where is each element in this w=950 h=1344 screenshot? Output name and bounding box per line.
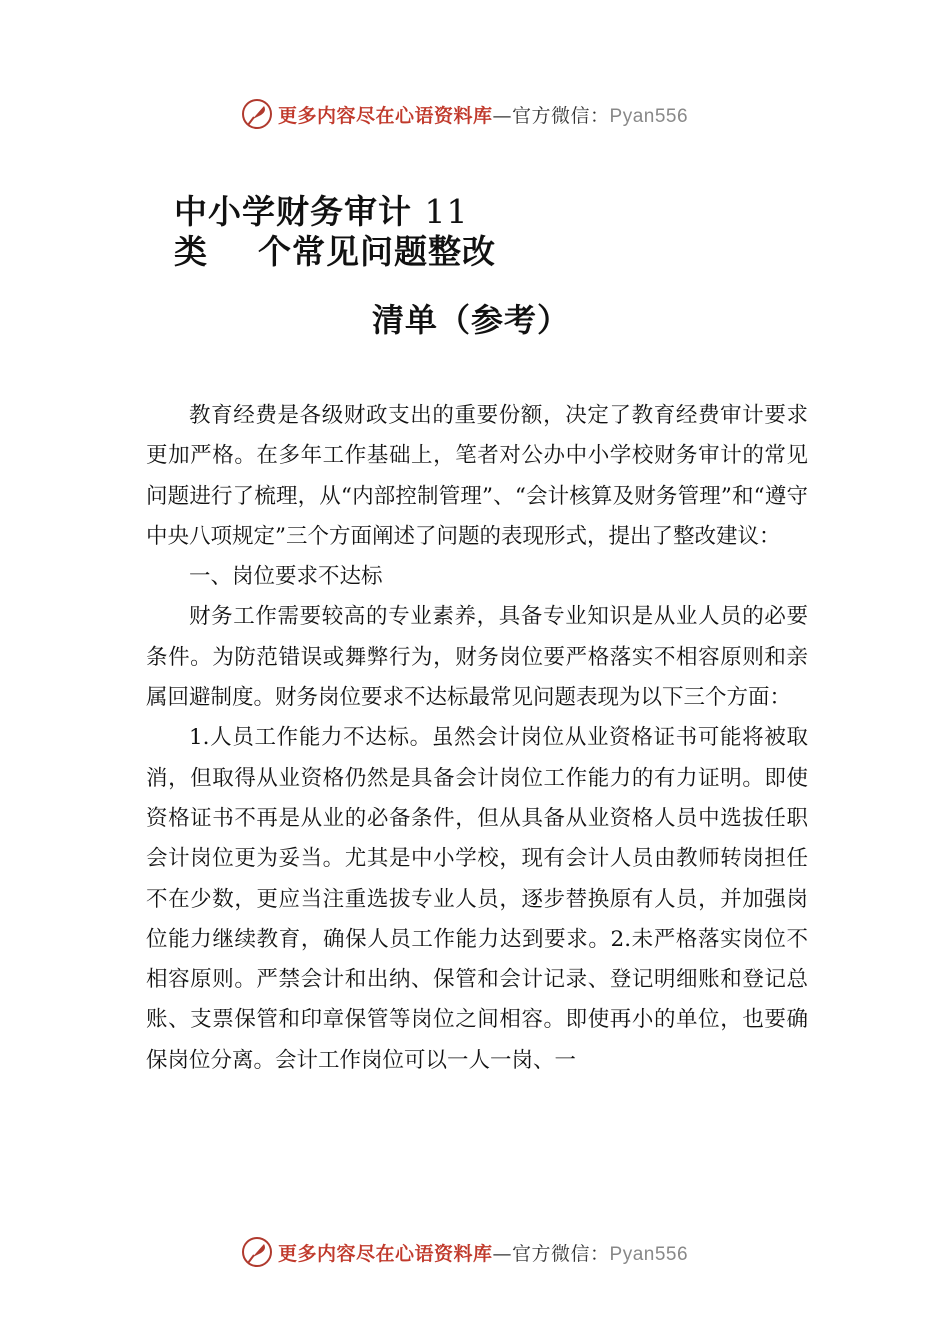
- title-line-3: 清单（参考）: [372, 301, 571, 339]
- title-line-2: 类 个常见问题整改: [174, 232, 496, 271]
- feather-quill-icon: [240, 97, 274, 131]
- paragraph: 1.人员工作能力不达标。虽然会计岗位从业资格证书可能将被取消，但取得从业资格仍然是具备会计岗位工作能力的有力证明。即使资格证书不再是从业的必备条件，但从具备从业资格人员中选拔任职会计岗位更为妥当。尤其是中小学校，现有会计人员由教师转岗担任不在少数，更应当注重选拔专业人员，逐步替换原有人员，并加强岗位能力继续教育，确保人员工作能力达到要求。2.未严格落实岗位不相容原则。严禁会计和出纳、保管和会计记录、登记明细账和登记总账、支票保管和印章保管等岗位之间相容。即使再小的单位，也要确保岗位分离。会计工作岗位可以一人一岗、一: [146, 725, 808, 1073]
- paragraph: 财务工作需要较高的专业素养，具备专业知识是从业人员的必要条件。为防范错误或舞弊行为，财务岗位要严格落实不相容原则和亲属回避制度。财务岗位要求不达标最常见问题表现为以下三个方面：: [146, 604, 808, 711]
- banner-text: 更多内容尽在心语资料库—官方微信：Pyan556: [278, 1242, 689, 1265]
- section-heading: 一、岗位要求不达标: [189, 564, 383, 590]
- paragraph-intro: 教育经费是各级财政支出的重要份额，决定了教育经费审计要求更加严格。在多年工作基础上，笔者对公办中小学校财务审计的常见问题进行了梳理，从“内部控制管理”、“会计核算及财务管理”和“遵守中央八项规定”三个方面阐述了问题的表现形式，提出了整改建议：: [146, 403, 808, 549]
- document-body: [146, 396, 808, 1081]
- feather-quill-icon: [240, 1235, 274, 1269]
- footer-banner: [240, 1234, 740, 1270]
- title-line-1: 中小学财务审计 11: [174, 192, 469, 231]
- banner-text: 更多内容尽在心语资料库—官方微信：Pyan556: [278, 104, 689, 127]
- header-banner: [240, 96, 740, 132]
